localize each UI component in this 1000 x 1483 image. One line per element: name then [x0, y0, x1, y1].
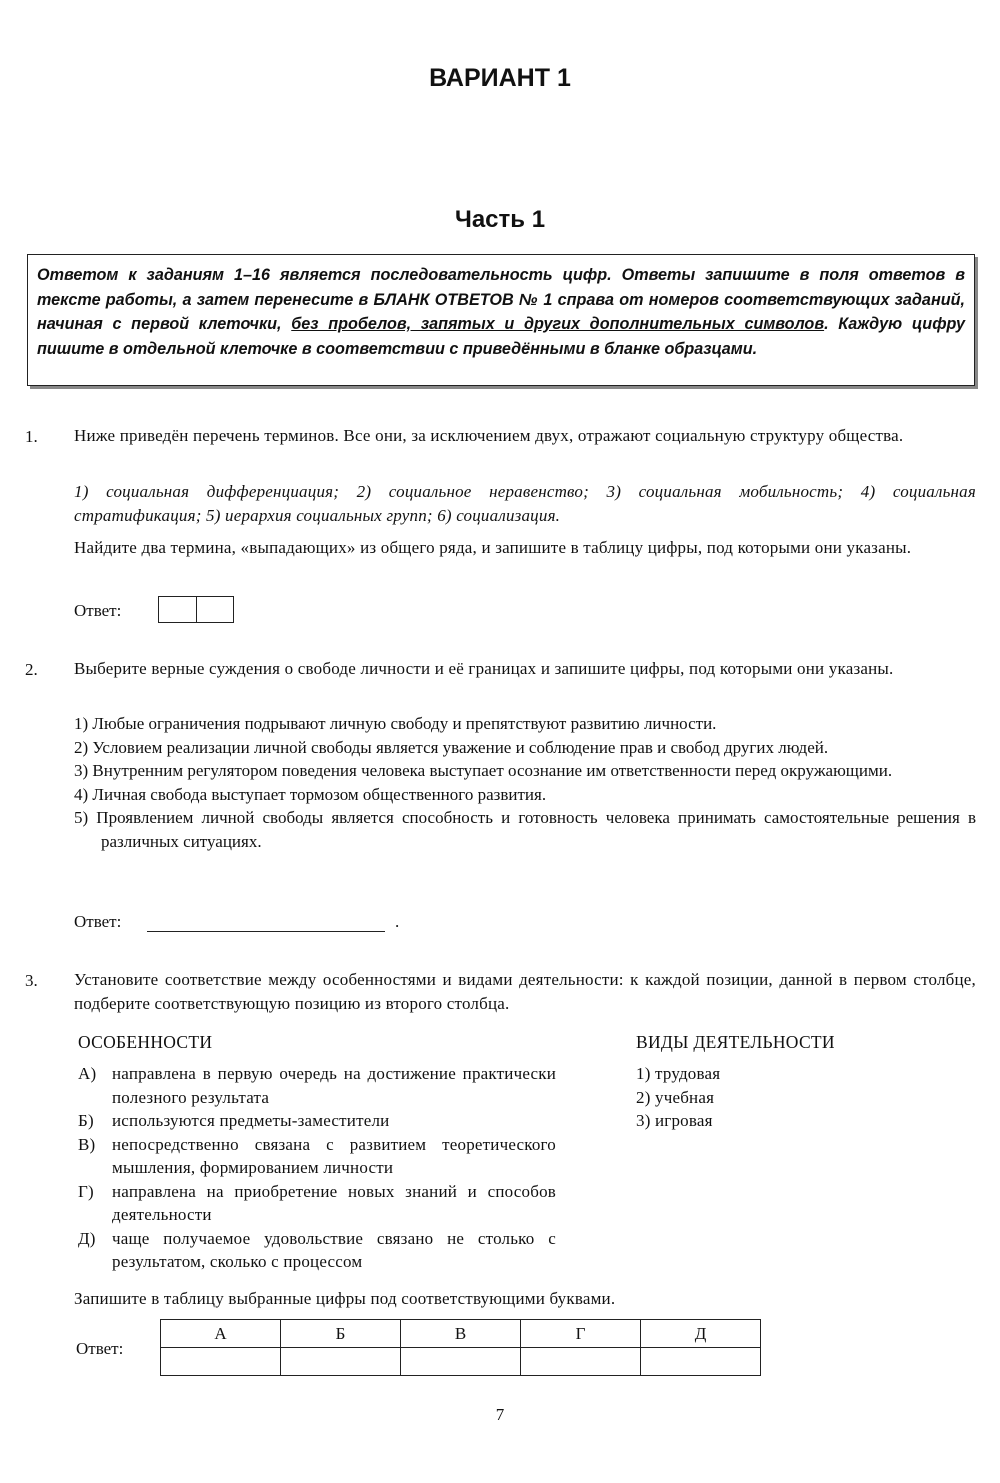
- q3-answer-table-header: А: [161, 1320, 281, 1348]
- q3-feature: [78, 1180, 556, 1227]
- q3-table-instruction: Запишите в таблицу выбранные цифры под соответствующими буквами.: [74, 1289, 616, 1308]
- q1-answer-cell[interactable]: [159, 597, 197, 622]
- q2-option: 5) Проявлением личной свободы является способность и готовность человека принимать самостоятельные решения в различных ситуациях.: [74, 808, 976, 851]
- q3-answer-table-header: Г: [521, 1320, 641, 1348]
- q3-feature-letter: Д): [78, 1228, 96, 1248]
- q3-feature-text: направлена на приобретение новых знаний и способов деятельности: [112, 1181, 556, 1224]
- q3-feature-letter: Б): [78, 1111, 94, 1130]
- q3-activity: 1) трудовая: [636, 1064, 721, 1083]
- q2-option: 2) Условием реализации личной свободы является уважение и соблюдение прав и свобод других людей.: [74, 737, 829, 757]
- q2-option: 4) Личная свобода выступает тормозом общественного развития.: [74, 784, 547, 804]
- q3-feature-letter: Г): [78, 1181, 94, 1201]
- q3-activity: 2) учебная: [636, 1087, 715, 1107]
- instructions-text: Ответом к заданиям 1–16 является последовательность цифр. Ответы запишите в поля ответов в тексте работы, а затем перенесите в БЛАНК ОТВЕТОВ № 1 справа от номеров соответствующих заданий, начиная с первой клеточки,: [37, 266, 965, 333]
- q1-terms: 1) социальная дифференциация; 2) социальное неравенство; 3) социальная мобильность; 4) социальная стратификация; 5) иерархия социальных групп; 6) социализация.: [74, 482, 976, 525]
- q3-features-header: ОСОБЕННОСТИ: [78, 1032, 213, 1052]
- q2-answer-dot: .: [395, 912, 400, 931]
- q1-task: Найдите два термина, «выпадающих» из общего ряда, и запишите в таблицу цифры, под которыми они указаны.: [74, 538, 912, 557]
- q3-answer-table-input-row: [161, 1348, 761, 1376]
- q3-features-list: [78, 1062, 556, 1274]
- q3-answer-table-header: Д: [641, 1320, 761, 1348]
- instructions-box: [27, 254, 975, 386]
- q1-intro: Ниже приведён перечень терминов. Все они, за исключением двух, отражают социальную структуру общества.: [74, 426, 904, 445]
- q3-number: 3.: [25, 971, 38, 990]
- q3-feature-text: непосредственно связана с развитием теоретического мышления, формированием личности: [112, 1134, 556, 1177]
- q3-feature-text: направлена в первую очередь на достижение практически полезного результата: [112, 1064, 556, 1107]
- q3-feature: [78, 1109, 556, 1133]
- instructions-underlined: без пробелов, запятых и других дополнительных символов: [291, 315, 825, 333]
- q3-answer-table-header-row: [161, 1320, 761, 1348]
- q3-answer-table-header: Б: [281, 1320, 401, 1348]
- page-number: 7: [495, 1405, 505, 1424]
- q3-activity: 3) игровая: [636, 1111, 713, 1130]
- q2-answer-label: Ответ:: [74, 912, 122, 931]
- q3-feature: [78, 1133, 556, 1180]
- q3-answer-table-header: В: [401, 1320, 521, 1348]
- q1-answer-box[interactable]: [158, 596, 234, 623]
- q2-option: 3) Внутренним регулятором поведения человека выступает осознание им ответственности перед окружающими.: [74, 761, 893, 780]
- q1-answer-label: Ответ:: [74, 601, 122, 620]
- instructions-text-end: . Каждую цифру пишите в отдельной клеточке в соответствии с приведёнными в бланке образцами.: [37, 315, 965, 358]
- q1-number: 1.: [25, 427, 38, 446]
- q3-answer-cell[interactable]: [641, 1348, 761, 1376]
- q2-intro: Выберите верные суждения о свободе личности и её границах и запишите цифры, под которыми они указаны.: [74, 659, 894, 678]
- q3-answer-cell[interactable]: [401, 1348, 521, 1376]
- q3-answer-cell[interactable]: [521, 1348, 641, 1376]
- q3-answer-table: [160, 1319, 761, 1376]
- q2-number: 2.: [25, 660, 38, 679]
- q2-option: 1) Любые ограничения подрывают личную свободу и препятствуют развитию личности.: [74, 714, 717, 733]
- q3-activities-header: ВИДЫ ДЕЯТЕЛЬНОСТИ: [636, 1032, 835, 1052]
- q3-intro: Установите соответствие между особенностями и видами деятельности: к каждой позиции, данной в первом столбце, подберите соответствующую позицию из второго столбца.: [74, 970, 976, 1013]
- q3-feature-text: используются предметы-заместители: [112, 1111, 390, 1130]
- q3-answer-cell[interactable]: [161, 1348, 281, 1376]
- q2-answer-line[interactable]: [147, 931, 385, 932]
- q2-options: [74, 712, 976, 853]
- q3-feature-text: чаще получаемое удовольствие связано не столько с результатом, сколько с процессом: [112, 1228, 556, 1271]
- q3-answer-label: Ответ:: [76, 1339, 124, 1358]
- q3-activities-list: [636, 1062, 936, 1133]
- q1-answer-cell[interactable]: [197, 597, 234, 622]
- variant-title: ВАРИАНТ 1: [429, 64, 571, 92]
- q3-feature: [78, 1227, 556, 1274]
- q3-feature: [78, 1062, 556, 1109]
- q3-feature-letter: А): [78, 1064, 97, 1083]
- part-title: Часть 1: [454, 206, 546, 233]
- q3-feature-letter: В): [78, 1134, 96, 1154]
- q3-answer-cell[interactable]: [281, 1348, 401, 1376]
